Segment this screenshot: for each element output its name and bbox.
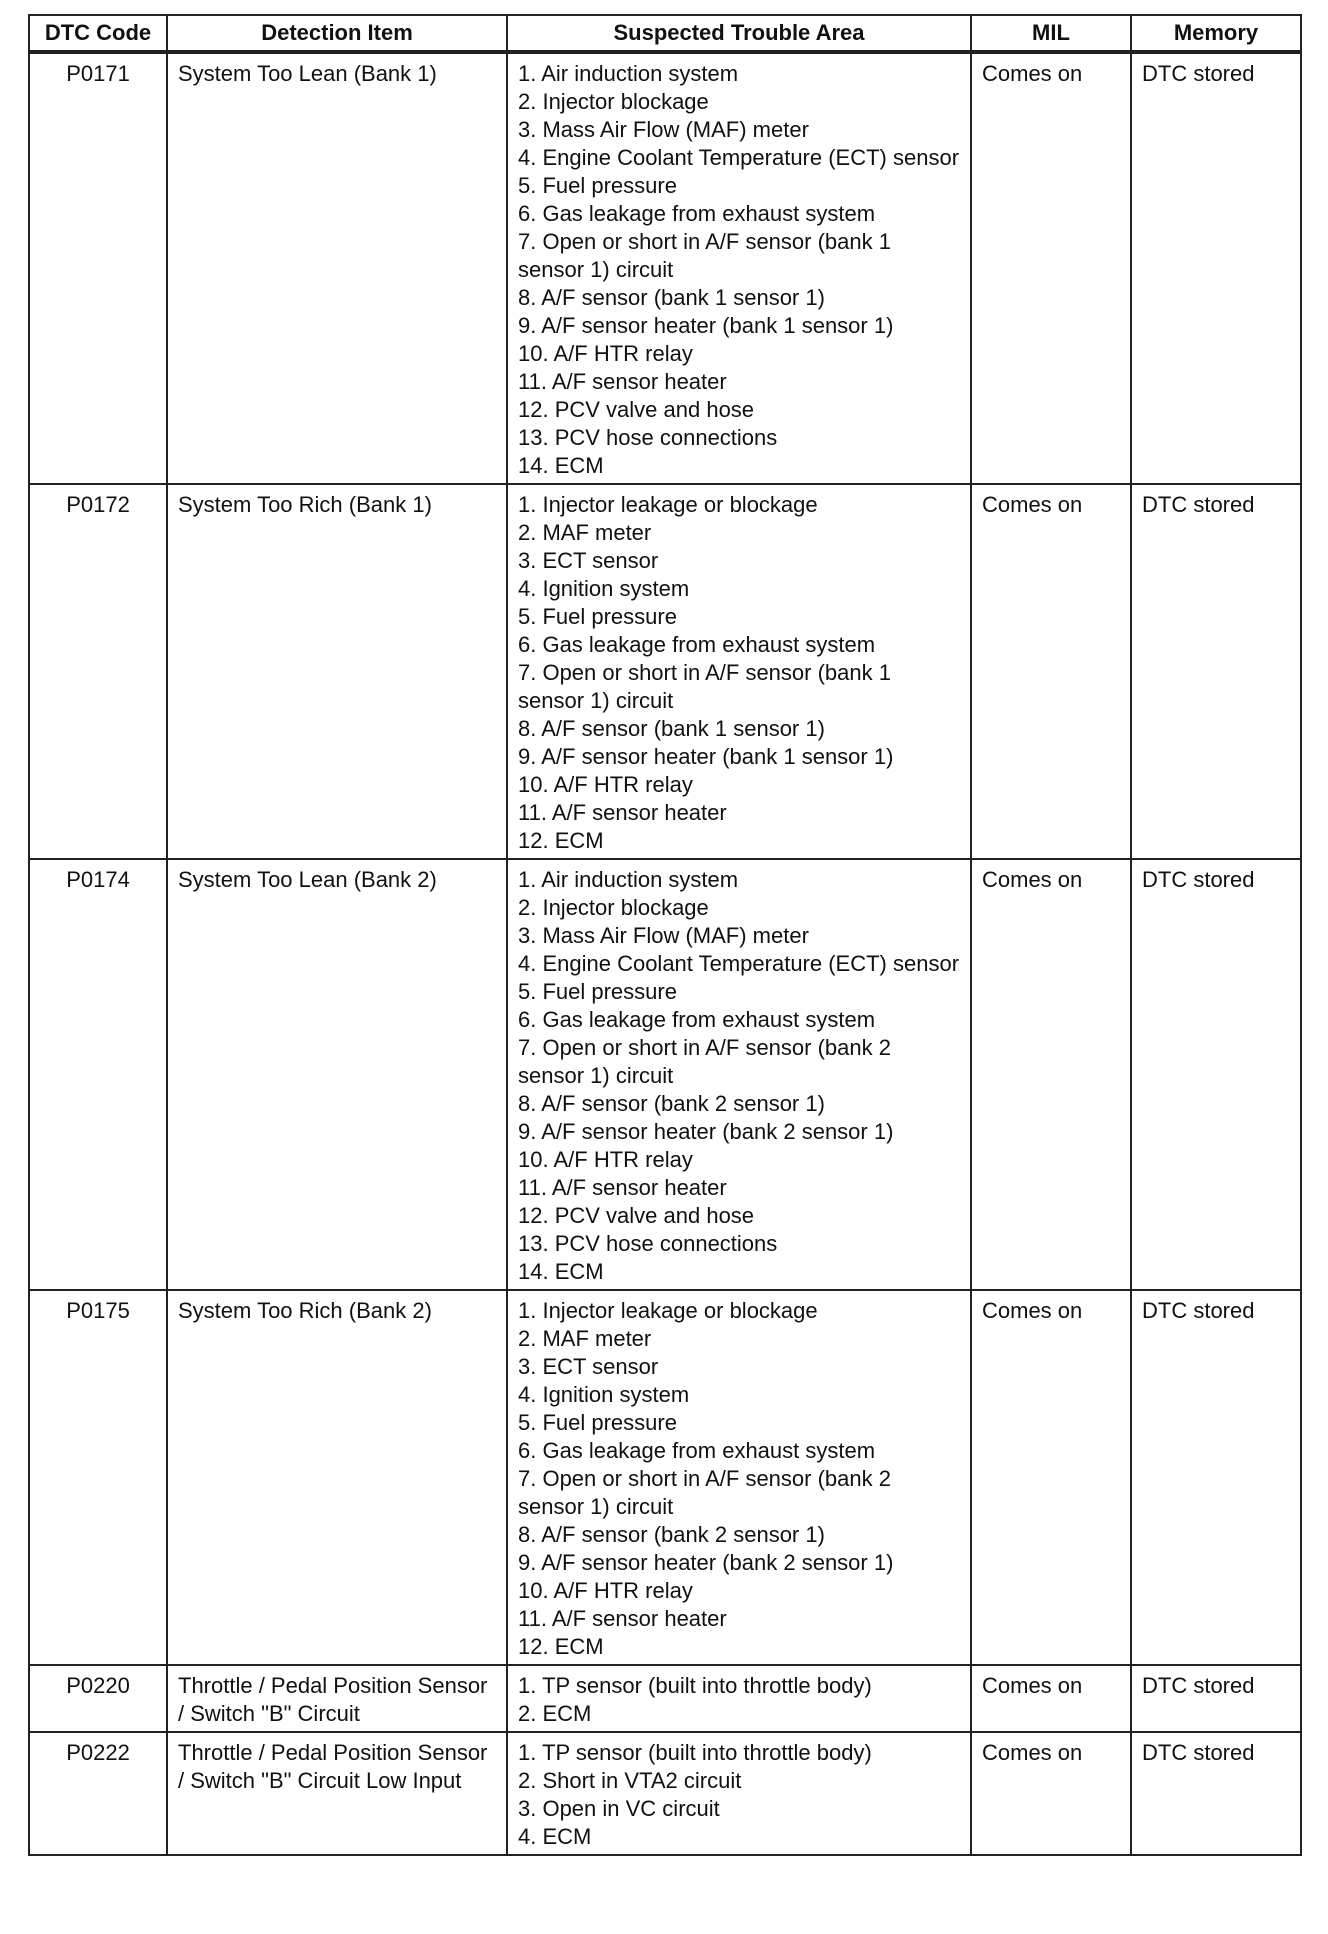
detection-item-cell: System Too Rich (Bank 1) <box>167 484 507 859</box>
table-row <box>29 1290 1301 1665</box>
table-row <box>29 52 1301 484</box>
list-item: 6. Gas leakage from exhaust system <box>518 201 876 226</box>
list-item: 10. A/F HTR relay <box>518 341 693 366</box>
list-item: 12. PCV valve and hose <box>518 397 755 422</box>
memory-cell: DTC stored <box>1131 859 1301 1290</box>
list-item: 11. A/F sensor heater <box>518 1606 727 1631</box>
list-item: 5. Fuel pressure <box>518 604 677 629</box>
suspected-trouble-area-cell <box>507 1732 971 1855</box>
header-suspected-trouble-area: Suspected Trouble Area <box>507 15 971 52</box>
memory-cell: DTC stored <box>1131 484 1301 859</box>
list-item: 6. Gas leakage from exhaust system <box>518 632 876 657</box>
list-item: 4. Engine Coolant Temperature (ECT) sensor <box>518 951 960 976</box>
trouble-area-list <box>518 1672 960 1728</box>
dtc-code-cell: P0174 <box>29 859 167 1290</box>
trouble-area-list <box>518 1739 960 1851</box>
mil-cell: Comes on <box>971 859 1131 1290</box>
list-item: 2. ECM <box>518 1701 592 1726</box>
list-item: 8. A/F sensor (bank 2 sensor 1) <box>518 1522 825 1547</box>
list-item: 3. Mass Air Flow (MAF) meter <box>518 923 809 948</box>
list-item: 3. Mass Air Flow (MAF) meter <box>518 117 809 142</box>
list-item: 1. Injector leakage or blockage <box>518 1298 818 1323</box>
memory-cell: DTC stored <box>1131 1665 1301 1732</box>
memory-cell: DTC stored <box>1131 1290 1301 1665</box>
list-item: 5. Fuel pressure <box>518 979 677 1004</box>
memory-cell: DTC stored <box>1131 52 1301 484</box>
list-item: 8. A/F sensor (bank 2 sensor 1) <box>518 1091 825 1116</box>
list-item: 1. Injector leakage or blockage <box>518 492 818 517</box>
mil-cell: Comes on <box>971 1290 1131 1665</box>
list-item: 13. PCV hose connections <box>518 425 778 450</box>
list-item: 11. A/F sensor heater <box>518 800 727 825</box>
suspected-trouble-area-cell <box>507 484 971 859</box>
list-item: 1. Air induction system <box>518 61 739 86</box>
trouble-area-list <box>518 60 960 480</box>
list-item: 4. Engine Coolant Temperature (ECT) sensor <box>518 145 960 170</box>
list-item: 2. Injector blockage <box>518 89 709 114</box>
list-item: 1. TP sensor (built into throttle body) <box>518 1673 872 1698</box>
memory-cell: DTC stored <box>1131 1732 1301 1855</box>
list-item: 9. A/F sensor heater (bank 1 sensor 1) <box>518 744 894 769</box>
table-row <box>29 484 1301 859</box>
list-item: 12. ECM <box>518 828 604 853</box>
list-item: 11. A/F sensor heater <box>518 369 727 394</box>
list-item: 2. Short in VTA2 circuit <box>518 1768 742 1793</box>
list-item: 13. PCV hose connections <box>518 1231 778 1256</box>
list-item: 4. Ignition system <box>518 1382 690 1407</box>
list-item: 8. A/F sensor (bank 1 sensor 1) <box>518 716 825 741</box>
trouble-area-list <box>518 866 960 1286</box>
list-item: 7. Open or short in A/F sensor (bank 2 sensor 1) circuit <box>518 1466 891 1519</box>
list-item: 2. MAF meter <box>518 520 652 545</box>
suspected-trouble-area-cell <box>507 1665 971 1732</box>
table-body <box>29 52 1301 1855</box>
dtc-code-cell: P0220 <box>29 1665 167 1732</box>
list-item: 5. Fuel pressure <box>518 1410 677 1435</box>
detection-item-cell: Throttle / Pedal Position Sensor / Switch "B" Circuit Low Input <box>167 1732 507 1855</box>
list-item: 10. A/F HTR relay <box>518 1578 693 1603</box>
list-item: 6. Gas leakage from exhaust system <box>518 1007 876 1032</box>
header-memory: Memory <box>1131 15 1301 52</box>
list-item: 7. Open or short in A/F sensor (bank 1 sensor 1) circuit <box>518 660 891 713</box>
list-item: 3. ECT sensor <box>518 548 659 573</box>
dtc-code-cell: P0222 <box>29 1732 167 1855</box>
list-item: 1. Air induction system <box>518 867 739 892</box>
suspected-trouble-area-cell <box>507 859 971 1290</box>
list-item: 12. ECM <box>518 1634 604 1659</box>
mil-cell: Comes on <box>971 1732 1131 1855</box>
suspected-trouble-area-cell <box>507 1290 971 1665</box>
mil-cell: Comes on <box>971 484 1131 859</box>
header-detection-item: Detection Item <box>167 15 507 52</box>
list-item: 3. Open in VC circuit <box>518 1796 720 1821</box>
dtc-table <box>28 14 1302 1856</box>
table-row <box>29 1732 1301 1855</box>
list-item: 2. Injector blockage <box>518 895 709 920</box>
dtc-code-cell: P0171 <box>29 52 167 484</box>
list-item: 7. Open or short in A/F sensor (bank 2 sensor 1) circuit <box>518 1035 891 1088</box>
list-item: 4. Ignition system <box>518 576 690 601</box>
list-item: 1. TP sensor (built into throttle body) <box>518 1740 872 1765</box>
table-row <box>29 1665 1301 1732</box>
list-item: 9. A/F sensor heater (bank 2 sensor 1) <box>518 1550 894 1575</box>
suspected-trouble-area-cell <box>507 52 971 484</box>
list-item: 14. ECM <box>518 1259 604 1284</box>
list-item: 11. A/F sensor heater <box>518 1175 727 1200</box>
detection-item-cell: System Too Rich (Bank 2) <box>167 1290 507 1665</box>
list-item: 6. Gas leakage from exhaust system <box>518 1438 876 1463</box>
header-row <box>29 15 1301 52</box>
detection-item-cell: Throttle / Pedal Position Sensor / Switch "B" Circuit <box>167 1665 507 1732</box>
detection-item-cell: System Too Lean (Bank 1) <box>167 52 507 484</box>
trouble-area-list <box>518 1297 960 1661</box>
trouble-area-list <box>518 491 960 855</box>
header-dtc-code: DTC Code <box>29 15 167 52</box>
list-item: 14. ECM <box>518 453 604 478</box>
list-item: 9. A/F sensor heater (bank 2 sensor 1) <box>518 1119 894 1144</box>
list-item: 10. A/F HTR relay <box>518 1147 693 1172</box>
list-item: 12. PCV valve and hose <box>518 1203 755 1228</box>
list-item: 2. MAF meter <box>518 1326 652 1351</box>
list-item: 10. A/F HTR relay <box>518 772 693 797</box>
list-item: 7. Open or short in A/F sensor (bank 1 sensor 1) circuit <box>518 229 891 282</box>
dtc-code-cell: P0175 <box>29 1290 167 1665</box>
detection-item-cell: System Too Lean (Bank 2) <box>167 859 507 1290</box>
mil-cell: Comes on <box>971 52 1131 484</box>
table-header <box>29 15 1301 52</box>
mil-cell: Comes on <box>971 1665 1131 1732</box>
list-item: 8. A/F sensor (bank 1 sensor 1) <box>518 285 825 310</box>
table-row <box>29 859 1301 1290</box>
header-mil: MIL <box>971 15 1131 52</box>
dtc-code-cell: P0172 <box>29 484 167 859</box>
list-item: 3. ECT sensor <box>518 1354 659 1379</box>
list-item: 5. Fuel pressure <box>518 173 677 198</box>
list-item: 9. A/F sensor heater (bank 1 sensor 1) <box>518 313 894 338</box>
list-item: 4. ECM <box>518 1824 592 1849</box>
